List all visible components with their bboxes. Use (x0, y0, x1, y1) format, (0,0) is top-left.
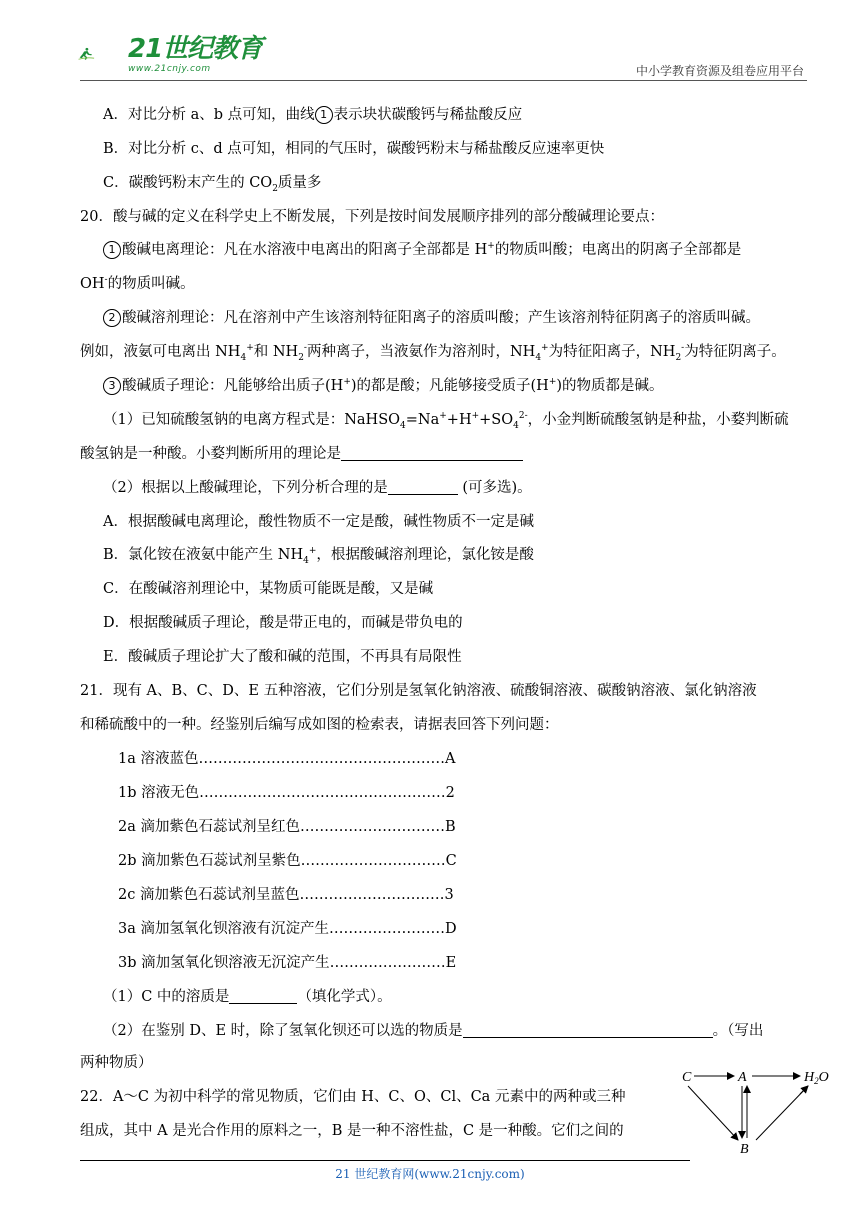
node-b: B (740, 1142, 749, 1157)
node-h2o: $H_2O$ (804, 1070, 829, 1086)
q19-option-b: B．对比分析 c、d 点可知，相同的气压时，碳酸钙粉末与稀盐酸反应速率更快 (103, 141, 605, 157)
q20-part2: （2）根据以上酸碱理论，下列分析合理的是 (可多选)。 (103, 480, 532, 496)
q19-option-a: A．对比分析 a、b 点可知，曲线 1 表示块状碳酸钙与稀盐酸反应 (103, 107, 523, 123)
runner-logo-icon (78, 30, 128, 78)
relationship-diagram (680, 1068, 840, 1158)
answer-blank[interactable] (341, 444, 523, 461)
q21-title: 21．现有 A、B、C、D、E 五种溶液，它们分别是氢氧化钠溶液、硫酸铜溶液、碳酸钠溶液、氯化钠溶液 (80, 683, 757, 699)
key-2a: 2a 滴加紫色石蕊试剂呈红色…………………………B (118, 819, 456, 835)
q22-line1: 22．A～C 为初中科学的常见物质，它们由 H、C、O、Cl、Ca 元素中的两种或三种 (80, 1089, 626, 1105)
arrow-c-b (688, 1086, 738, 1140)
logo-url: www.21cnjy.com (128, 64, 211, 74)
node-a: A (738, 1070, 747, 1085)
key-1a: 1a 溶液蓝色……………………………………………A (118, 751, 456, 767)
key-2c: 2c 滴加紫色石蕊试剂呈蓝色…………………………3 (118, 887, 454, 903)
q19-option-c: C．碳酸钙粉末产生的 $CO_2$质量多 (103, 175, 322, 194)
key-3a: 3a 滴加氢氧化钡溶液有沉淀产生……………………D (118, 921, 457, 937)
key-1b: 1b 溶液无色……………………………………………2 (118, 785, 455, 801)
theory-1-cont: OH-的物质叫碱。 (80, 275, 195, 292)
q20-option-b: B．氯化铵在液氨中能产生 $NH_4^+$，根据酸碱溶剂理论，氯化铵是酸 (103, 546, 534, 566)
q20-option-d: D．根据酸碱质子理论，酸是带正电的，而碱是带负电的 (103, 615, 463, 631)
theory-3: 3 酸碱质子理论：凡能够给出质子(H+)的都是酸；凡能够接受质子(H+)的物质都是碱。 (103, 376, 664, 396)
footer-text: 21 世纪教育网(www.21cnjy.com) (335, 1167, 525, 1181)
answer-blank[interactable] (463, 1021, 713, 1038)
arrow-b-h2o (800, 1086, 808, 1094)
key-3b: 3b 滴加氢氧化钡溶液无沉淀产生……………………E (118, 955, 457, 971)
q20-option-a: A．根据酸碱电离理论，酸性物质不一定是酸，碱性物质不一定是碱 (103, 514, 534, 530)
footer-divider (80, 1160, 690, 1161)
circled-number: 1 (315, 106, 333, 124)
q20-part1: （1）已知硫酸氢钠的电离方程式是：$NaHSO_4=Na^++H^++SO_4^{2-}$，小金判断硫酸氢钠是种盐，小婺判断硫 (103, 411, 789, 431)
q20-option-e: E．酸碱质子理论扩大了酸和碱的范围，不再具有局限性 (103, 649, 462, 665)
q21-part2-cont: 两种物质） (80, 1055, 153, 1071)
q22-line2: 组成，其中 A 是光合作用的原料之一，B 是一种不溶性盐，C 是一种酸。它们之间的 (80, 1123, 624, 1139)
page-header (0, 0, 860, 84)
theory-1: 1 酸碱电离理论：凡在水溶液中电离出的阳离子全部都是 H+的物质叫酸；电离出的阴离子全部都是 (103, 240, 741, 260)
node-c: C (682, 1070, 692, 1085)
q20-option-c: C．在酸碱溶剂理论中，某物质可能既是酸，又是碱 (103, 581, 434, 597)
q20-part1-cont: 酸氢钠是一种酸。小婺判断所用的理论是 (80, 444, 523, 464)
key-2b: 2b 滴加紫色石蕊试剂呈紫色…………………………C (118, 853, 457, 869)
q21-title-cont: 和稀硫酸中的一种。经鉴别后编写成如图的检索表，请据表回答下列问题： (80, 717, 559, 733)
theory-2: 2 酸碱溶剂理论：凡在溶剂中产生该溶剂特征阳离子的溶质叫酸；产生该溶剂特征阴离子的溶质叫碱。 (103, 308, 760, 328)
q21-part1: （1）C 中的溶质是 （填化学式）。 (103, 989, 392, 1005)
logo-text: 21世纪教育 (128, 34, 263, 64)
q21-part2: （2）在鉴别 D、E 时，除了氢氧化钡还可以选的物质是 。（写出 (103, 1023, 764, 1039)
answer-blank[interactable] (388, 478, 458, 495)
theory-2-cont: 例如，液氨可电离出 $NH_4^+$和 $NH_2^-$两种离子，当液氨作为溶剂时，$NH_4^+$为特征阳离子，$NH_2^-$为特征阴离子。 (80, 343, 786, 363)
answer-blank[interactable] (229, 987, 297, 1004)
platform-title: 中小学教育资源及组卷应用平台 (635, 64, 804, 78)
q20-title: 20．酸与碱的定义在科学史上不断发展，下列是按时间发展顺序排列的部分酸碱理论要点： (80, 209, 664, 225)
header-divider (80, 80, 807, 81)
